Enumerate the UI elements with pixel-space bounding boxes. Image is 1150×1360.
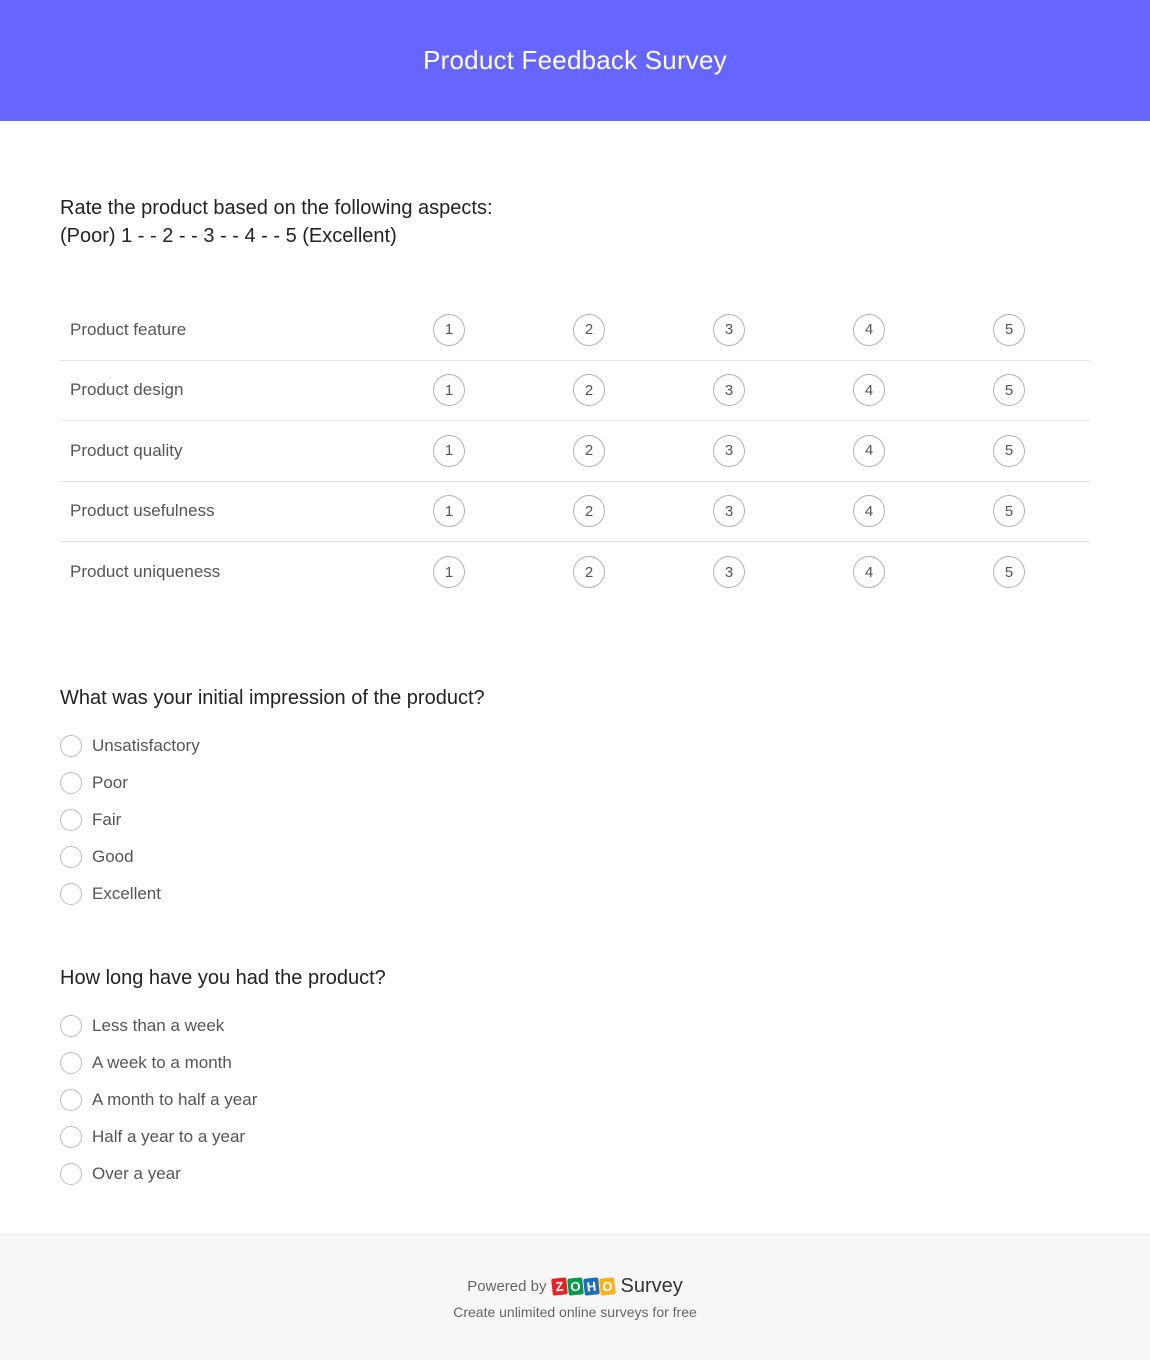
rating-option-3[interactable]: 3	[713, 435, 745, 467]
zoho-logo-letter: H	[584, 1277, 601, 1295]
radio-option[interactable]	[60, 875, 485, 912]
survey-body	[0, 121, 1150, 1183]
rating-option-1[interactable]: 1	[433, 435, 465, 467]
radio-button[interactable]	[60, 846, 82, 868]
impression-question-title: What was your initial impression of the product?	[60, 687, 485, 709]
matrix-row-label: Product quality	[70, 440, 183, 460]
radio-button[interactable]	[60, 772, 82, 794]
matrix-row	[60, 542, 1090, 603]
rating-option-1[interactable]: 1	[433, 556, 465, 588]
powered-by-text: Powered by	[467, 1278, 547, 1295]
rating-option-2[interactable]: 2	[573, 495, 605, 527]
radio-button[interactable]	[60, 883, 82, 905]
radio-option[interactable]	[60, 1118, 386, 1155]
zoho-logo-letter: Z	[552, 1277, 569, 1295]
radio-button[interactable]	[60, 1015, 82, 1037]
radio-option-label: Half a year to a year	[92, 1126, 246, 1146]
matrix-row-label: Product uniqueness	[70, 562, 221, 582]
impression-question	[60, 684, 485, 912]
rating-option-3[interactable]: 3	[713, 314, 745, 346]
rating-option-4[interactable]: 4	[853, 314, 885, 346]
radio-option[interactable]	[60, 1044, 386, 1081]
radio-option[interactable]	[60, 838, 485, 875]
rating-option-1[interactable]: 1	[433, 374, 465, 406]
rating-option-2[interactable]: 2	[573, 374, 605, 406]
survey-header	[0, 0, 1150, 121]
matrix-row	[60, 361, 1090, 422]
rating-option-5[interactable]: 5	[993, 314, 1025, 346]
zoho-logo-letter: O	[600, 1277, 617, 1295]
rating-option-5[interactable]: 5	[993, 556, 1025, 588]
rating-option-1[interactable]: 1	[433, 314, 465, 346]
ownership-duration-question	[60, 964, 386, 1192]
rating-option-4[interactable]: 4	[853, 374, 885, 406]
radio-option-label: Fair	[92, 809, 122, 829]
rating-option-3[interactable]: 3	[713, 374, 745, 406]
survey-title: Product Feedback Survey	[423, 45, 727, 75]
radio-option[interactable]	[60, 764, 485, 801]
ownership-duration-question-title: How long have you had the product?	[60, 967, 386, 989]
radio-option-label: Over a year	[92, 1163, 181, 1183]
radio-button[interactable]	[60, 1126, 82, 1148]
radio-option-label: A week to a month	[92, 1052, 232, 1072]
rating-option-3[interactable]: 3	[713, 495, 745, 527]
radio-option[interactable]	[60, 1155, 386, 1192]
radio-option[interactable]	[60, 1007, 386, 1044]
matrix-row	[60, 300, 1090, 361]
matrix-row-label: Product usefulness	[70, 501, 215, 521]
radio-option[interactable]	[60, 727, 485, 764]
rating-option-2[interactable]: 2	[573, 556, 605, 588]
radio-button[interactable]	[60, 735, 82, 757]
rating-question-title	[60, 194, 1090, 250]
powered-by[interactable]	[0, 1275, 1150, 1298]
radio-button[interactable]	[60, 809, 82, 831]
survey-footer	[0, 1234, 1150, 1360]
ownership-duration-options	[60, 1007, 386, 1192]
zoho-logo-icon	[552, 1278, 616, 1295]
radio-button[interactable]	[60, 1052, 82, 1074]
rating-question-scale-hint: (Poor) 1 - - 2 - - 3 - - 4 - - 5 (Excellent)	[60, 225, 397, 247]
rating-option-4[interactable]: 4	[853, 435, 885, 467]
radio-option-label: Good	[92, 846, 134, 866]
footer-tagline: Create unlimited online surveys for free	[453, 1304, 697, 1320]
rating-option-1[interactable]: 1	[433, 495, 465, 527]
radio-option-label: Excellent	[92, 883, 161, 903]
matrix-row	[60, 421, 1090, 482]
radio-button[interactable]	[60, 1163, 82, 1185]
radio-option-label: Poor	[92, 772, 128, 792]
rating-option-4[interactable]: 4	[853, 495, 885, 527]
rating-option-2[interactable]: 2	[573, 314, 605, 346]
product-name: Survey	[620, 1275, 683, 1297]
matrix-row	[60, 482, 1090, 543]
matrix-row-label: Product feature	[70, 319, 187, 339]
radio-option-label: A month to half a year	[92, 1089, 258, 1109]
radio-option[interactable]	[60, 1081, 386, 1118]
radio-option[interactable]	[60, 801, 485, 838]
radio-button[interactable]	[60, 1089, 82, 1111]
rating-option-5[interactable]: 5	[993, 374, 1025, 406]
radio-option-label: Less than a week	[92, 1015, 225, 1035]
rating-option-2[interactable]: 2	[573, 435, 605, 467]
rating-question	[60, 121, 1090, 603]
rating-option-5[interactable]: 5	[993, 495, 1025, 527]
rating-option-3[interactable]: 3	[713, 556, 745, 588]
rating-question-line1: Rate the product based on the following aspects:	[60, 197, 493, 219]
matrix-row-label: Product design	[70, 380, 184, 400]
rating-option-4[interactable]: 4	[853, 556, 885, 588]
radio-option-label: Unsatisfactory	[92, 735, 200, 755]
zoho-logo-letter: O	[568, 1277, 585, 1295]
rating-option-5[interactable]: 5	[993, 435, 1025, 467]
impression-options	[60, 727, 485, 912]
rating-matrix	[60, 300, 1090, 603]
